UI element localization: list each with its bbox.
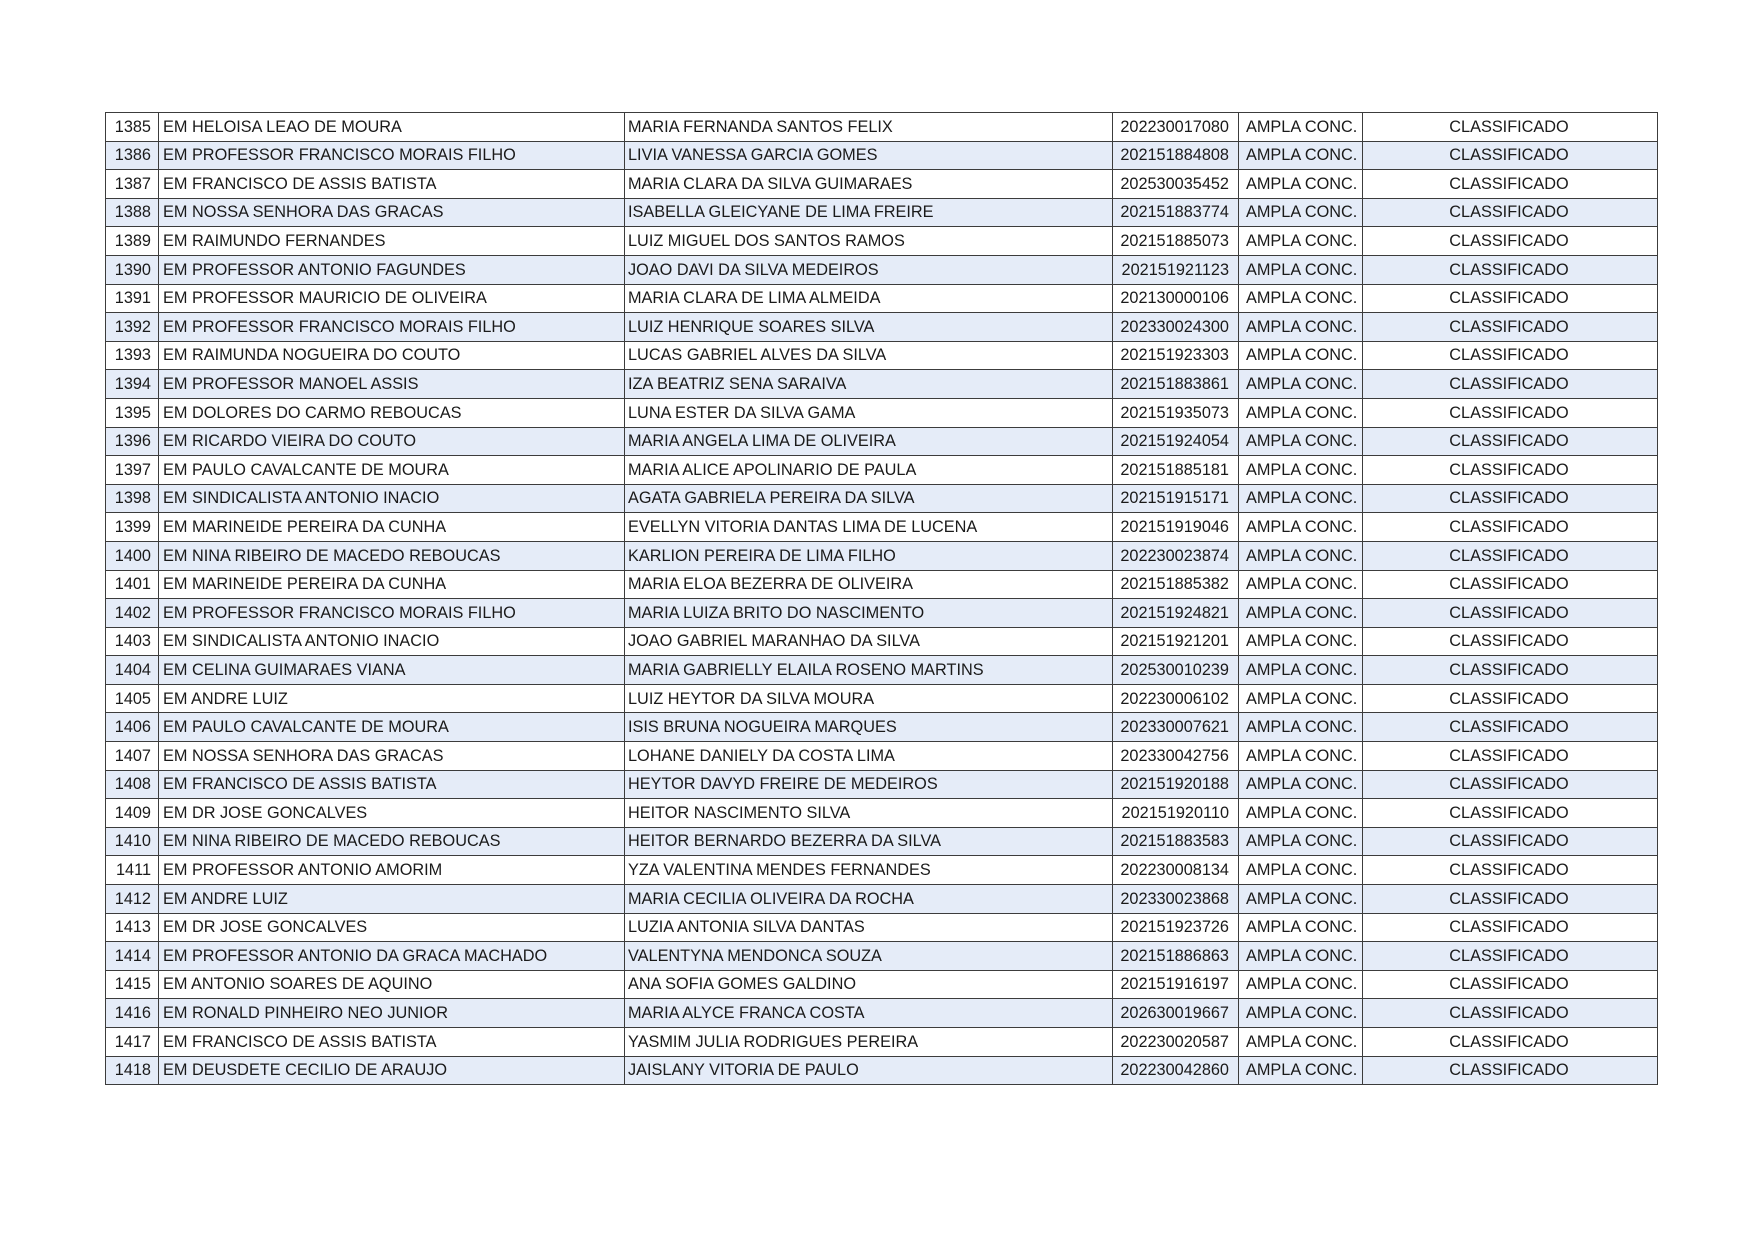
- table-row: [106, 456, 1658, 485]
- status-cell: CLASSIFICADO: [1363, 255, 1658, 284]
- status-cell: CLASSIFICADO: [1363, 827, 1658, 856]
- registration-number-cell: 202151916197: [1113, 970, 1239, 999]
- table-row: [106, 627, 1658, 656]
- registration-number-cell: 202630019667: [1113, 999, 1239, 1028]
- school-name-cell: EM NOSSA SENHORA DAS GRACAS: [159, 198, 625, 227]
- registration-number-cell: 202130000106: [1113, 284, 1239, 313]
- registration-number-cell: 202151885382: [1113, 570, 1239, 599]
- school-name-cell: EM ANDRE LUIZ: [159, 885, 625, 914]
- table-row: [106, 513, 1658, 542]
- school-name-cell: EM DR JOSE GONCALVES: [159, 799, 625, 828]
- table-row: [106, 170, 1658, 199]
- table-row: [106, 255, 1658, 284]
- competition-category-cell: AMPLA CONC.: [1239, 456, 1363, 485]
- table-row: [106, 856, 1658, 885]
- registration-number-cell: 202151935073: [1113, 398, 1239, 427]
- student-name-cell: MARIA CLARA DA SILVA GUIMARAES: [625, 170, 1113, 199]
- status-cell: CLASSIFICADO: [1363, 170, 1658, 199]
- status-cell: CLASSIFICADO: [1363, 799, 1658, 828]
- status-cell: CLASSIFICADO: [1363, 999, 1658, 1028]
- competition-category-cell: AMPLA CONC.: [1239, 198, 1363, 227]
- registration-number-cell: 202151923303: [1113, 341, 1239, 370]
- competition-category-cell: AMPLA CONC.: [1239, 599, 1363, 628]
- registration-number-cell: 202151883861: [1113, 370, 1239, 399]
- status-cell: CLASSIFICADO: [1363, 1056, 1658, 1085]
- row-number-cell: 1396: [106, 427, 159, 456]
- competition-category-cell: AMPLA CONC.: [1239, 541, 1363, 570]
- row-number-cell: 1418: [106, 1056, 159, 1085]
- school-name-cell: EM PROFESSOR FRANCISCO MORAIS FILHO: [159, 313, 625, 342]
- status-cell: CLASSIFICADO: [1363, 885, 1658, 914]
- status-cell: CLASSIFICADO: [1363, 970, 1658, 999]
- row-number-cell: 1387: [106, 170, 159, 199]
- registration-number-cell: 202151923726: [1113, 913, 1239, 942]
- status-cell: CLASSIFICADO: [1363, 113, 1658, 142]
- table-row: [106, 656, 1658, 685]
- school-name-cell: EM FRANCISCO DE ASSIS BATISTA: [159, 770, 625, 799]
- student-name-cell: MARIA GABRIELLY ELAILA ROSENO MARTINS: [625, 656, 1113, 685]
- student-name-cell: MARIA ELOA BEZERRA DE OLIVEIRA: [625, 570, 1113, 599]
- table-row: [106, 570, 1658, 599]
- row-number-cell: 1397: [106, 456, 159, 485]
- results-sheet: [105, 112, 1657, 1085]
- row-number-cell: 1417: [106, 1028, 159, 1057]
- competition-category-cell: AMPLA CONC.: [1239, 1028, 1363, 1057]
- row-number-cell: 1415: [106, 970, 159, 999]
- competition-category-cell: AMPLA CONC.: [1239, 113, 1363, 142]
- row-number-cell: 1408: [106, 770, 159, 799]
- row-number-cell: 1409: [106, 799, 159, 828]
- school-name-cell: EM NINA RIBEIRO DE MACEDO REBOUCAS: [159, 541, 625, 570]
- row-number-cell: 1399: [106, 513, 159, 542]
- row-number-cell: 1406: [106, 713, 159, 742]
- row-number-cell: 1388: [106, 198, 159, 227]
- school-name-cell: EM ANDRE LUIZ: [159, 684, 625, 713]
- competition-category-cell: AMPLA CONC.: [1239, 141, 1363, 170]
- student-name-cell: KARLION PEREIRA DE LIMA FILHO: [625, 541, 1113, 570]
- row-number-cell: 1401: [106, 570, 159, 599]
- school-name-cell: EM FRANCISCO DE ASSIS BATISTA: [159, 170, 625, 199]
- registration-number-cell: 202151924821: [1113, 599, 1239, 628]
- row-number-cell: 1393: [106, 341, 159, 370]
- row-number-cell: 1416: [106, 999, 159, 1028]
- table-row: [106, 398, 1658, 427]
- row-number-cell: 1413: [106, 913, 159, 942]
- table-row: [106, 341, 1658, 370]
- competition-category-cell: AMPLA CONC.: [1239, 684, 1363, 713]
- competition-category-cell: AMPLA CONC.: [1239, 742, 1363, 771]
- school-name-cell: EM RICARDO VIEIRA DO COUTO: [159, 427, 625, 456]
- school-name-cell: EM RAIMUNDA NOGUEIRA DO COUTO: [159, 341, 625, 370]
- student-name-cell: LUCAS GABRIEL ALVES DA SILVA: [625, 341, 1113, 370]
- competition-category-cell: AMPLA CONC.: [1239, 1056, 1363, 1085]
- competition-category-cell: AMPLA CONC.: [1239, 627, 1363, 656]
- school-name-cell: EM SINDICALISTA ANTONIO INACIO: [159, 484, 625, 513]
- competition-category-cell: AMPLA CONC.: [1239, 513, 1363, 542]
- row-number-cell: 1410: [106, 827, 159, 856]
- table-row: [106, 885, 1658, 914]
- status-cell: CLASSIFICADO: [1363, 398, 1658, 427]
- student-name-cell: LUIZ MIGUEL DOS SANTOS RAMOS: [625, 227, 1113, 256]
- status-cell: CLASSIFICADO: [1363, 742, 1658, 771]
- table-row: [106, 913, 1658, 942]
- status-cell: CLASSIFICADO: [1363, 684, 1658, 713]
- competition-category-cell: AMPLA CONC.: [1239, 713, 1363, 742]
- school-name-cell: EM PROFESSOR ANTONIO FAGUNDES: [159, 255, 625, 284]
- student-name-cell: IZA BEATRIZ SENA SARAIVA: [625, 370, 1113, 399]
- table-row: [106, 313, 1658, 342]
- registration-number-cell: 202530010239: [1113, 656, 1239, 685]
- status-cell: CLASSIFICADO: [1363, 913, 1658, 942]
- competition-category-cell: AMPLA CONC.: [1239, 885, 1363, 914]
- registration-number-cell: 202330042756: [1113, 742, 1239, 771]
- status-cell: CLASSIFICADO: [1363, 227, 1658, 256]
- registration-number-cell: 202230008134: [1113, 856, 1239, 885]
- registration-number-cell: 202230006102: [1113, 684, 1239, 713]
- student-name-cell: ISIS BRUNA NOGUEIRA MARQUES: [625, 713, 1113, 742]
- school-name-cell: EM CELINA GUIMARAES VIANA: [159, 656, 625, 685]
- registration-number-cell: 202330007621: [1113, 713, 1239, 742]
- table-row: [106, 141, 1658, 170]
- competition-category-cell: AMPLA CONC.: [1239, 398, 1363, 427]
- registration-number-cell: 202230023874: [1113, 541, 1239, 570]
- row-number-cell: 1394: [106, 370, 159, 399]
- school-name-cell: EM RAIMUNDO FERNANDES: [159, 227, 625, 256]
- table-row: [106, 1028, 1658, 1057]
- student-name-cell: HEITOR BERNARDO BEZERRA DA SILVA: [625, 827, 1113, 856]
- student-name-cell: MARIA CLARA DE LIMA ALMEIDA: [625, 284, 1113, 313]
- competition-category-cell: AMPLA CONC.: [1239, 970, 1363, 999]
- school-name-cell: EM PAULO CAVALCANTE DE MOURA: [159, 456, 625, 485]
- status-cell: CLASSIFICADO: [1363, 1028, 1658, 1057]
- status-cell: CLASSIFICADO: [1363, 427, 1658, 456]
- status-cell: CLASSIFICADO: [1363, 513, 1658, 542]
- table-row: [106, 113, 1658, 142]
- row-number-cell: 1398: [106, 484, 159, 513]
- row-number-cell: 1400: [106, 541, 159, 570]
- competition-category-cell: AMPLA CONC.: [1239, 427, 1363, 456]
- status-cell: CLASSIFICADO: [1363, 627, 1658, 656]
- table-row: [106, 198, 1658, 227]
- registration-number-cell: 202151886863: [1113, 942, 1239, 971]
- status-cell: CLASSIFICADO: [1363, 713, 1658, 742]
- school-name-cell: EM PROFESSOR FRANCISCO MORAIS FILHO: [159, 599, 625, 628]
- student-name-cell: MARIA ALICE APOLINARIO DE PAULA: [625, 456, 1113, 485]
- registration-number-cell: 202151885181: [1113, 456, 1239, 485]
- student-name-cell: MARIA ALYCE FRANCA COSTA: [625, 999, 1113, 1028]
- status-cell: CLASSIFICADO: [1363, 341, 1658, 370]
- status-cell: CLASSIFICADO: [1363, 141, 1658, 170]
- registration-number-cell: 202151919046: [1113, 513, 1239, 542]
- registration-number-cell: 202151915171: [1113, 484, 1239, 513]
- registration-number-cell: 202151884808: [1113, 141, 1239, 170]
- school-name-cell: EM RONALD PINHEIRO NEO JUNIOR: [159, 999, 625, 1028]
- school-name-cell: EM DEUSDETE CECILIO DE ARAUJO: [159, 1056, 625, 1085]
- competition-category-cell: AMPLA CONC.: [1239, 856, 1363, 885]
- student-name-cell: JOAO GABRIEL MARANHAO DA SILVA: [625, 627, 1113, 656]
- status-cell: CLASSIFICADO: [1363, 942, 1658, 971]
- table-row: [106, 370, 1658, 399]
- registration-number-cell: 202530035452: [1113, 170, 1239, 199]
- competition-category-cell: AMPLA CONC.: [1239, 341, 1363, 370]
- status-cell: CLASSIFICADO: [1363, 570, 1658, 599]
- table-row: [106, 1056, 1658, 1085]
- status-cell: CLASSIFICADO: [1363, 656, 1658, 685]
- student-name-cell: JAISLANY VITORIA DE PAULO: [625, 1056, 1113, 1085]
- registration-number-cell: 202151920110: [1113, 799, 1239, 828]
- student-name-cell: MARIA FERNANDA SANTOS FELIX: [625, 113, 1113, 142]
- student-name-cell: JOAO DAVI DA SILVA MEDEIROS: [625, 255, 1113, 284]
- competition-category-cell: AMPLA CONC.: [1239, 827, 1363, 856]
- competition-category-cell: AMPLA CONC.: [1239, 770, 1363, 799]
- registration-number-cell: 202151921201: [1113, 627, 1239, 656]
- registration-number-cell: 202151883774: [1113, 198, 1239, 227]
- school-name-cell: EM ANTONIO SOARES DE AQUINO: [159, 970, 625, 999]
- table-row: [106, 799, 1658, 828]
- registration-number-cell: 202151883583: [1113, 827, 1239, 856]
- school-name-cell: EM PROFESSOR MANOEL ASSIS: [159, 370, 625, 399]
- student-name-cell: MARIA CECILIA OLIVEIRA DA ROCHA: [625, 885, 1113, 914]
- registration-number-cell: 202230017080: [1113, 113, 1239, 142]
- row-number-cell: 1389: [106, 227, 159, 256]
- student-name-cell: VALENTYNA MENDONCA SOUZA: [625, 942, 1113, 971]
- registration-number-cell: 202230020587: [1113, 1028, 1239, 1057]
- school-name-cell: EM SINDICALISTA ANTONIO INACIO: [159, 627, 625, 656]
- results-table: [105, 112, 1658, 1085]
- student-name-cell: HEYTOR DAVYD FREIRE DE MEDEIROS: [625, 770, 1113, 799]
- competition-category-cell: AMPLA CONC.: [1239, 284, 1363, 313]
- status-cell: CLASSIFICADO: [1363, 856, 1658, 885]
- competition-category-cell: AMPLA CONC.: [1239, 484, 1363, 513]
- registration-number-cell: 202230042860: [1113, 1056, 1239, 1085]
- student-name-cell: EVELLYN VITORIA DANTAS LIMA DE LUCENA: [625, 513, 1113, 542]
- table-row: [106, 770, 1658, 799]
- row-number-cell: 1404: [106, 656, 159, 685]
- row-number-cell: 1403: [106, 627, 159, 656]
- registration-number-cell: 202151924054: [1113, 427, 1239, 456]
- student-name-cell: AGATA GABRIELA PEREIRA DA SILVA: [625, 484, 1113, 513]
- table-row: [106, 284, 1658, 313]
- school-name-cell: EM DOLORES DO CARMO REBOUCAS: [159, 398, 625, 427]
- status-cell: CLASSIFICADO: [1363, 484, 1658, 513]
- row-number-cell: 1392: [106, 313, 159, 342]
- school-name-cell: EM PROFESSOR FRANCISCO MORAIS FILHO: [159, 141, 625, 170]
- table-row: [106, 970, 1658, 999]
- table-row: [106, 999, 1658, 1028]
- table-row: [106, 684, 1658, 713]
- row-number-cell: 1385: [106, 113, 159, 142]
- table-row: [106, 541, 1658, 570]
- registration-number-cell: 202151921123: [1113, 255, 1239, 284]
- row-number-cell: 1390: [106, 255, 159, 284]
- competition-category-cell: AMPLA CONC.: [1239, 255, 1363, 284]
- competition-category-cell: AMPLA CONC.: [1239, 227, 1363, 256]
- school-name-cell: EM MARINEIDE PEREIRA DA CUNHA: [159, 513, 625, 542]
- student-name-cell: ISABELLA GLEICYANE DE LIMA FREIRE: [625, 198, 1113, 227]
- student-name-cell: MARIA LUIZA BRITO DO NASCIMENTO: [625, 599, 1113, 628]
- competition-category-cell: AMPLA CONC.: [1239, 799, 1363, 828]
- row-number-cell: 1412: [106, 885, 159, 914]
- student-name-cell: MARIA ANGELA LIMA DE OLIVEIRA: [625, 427, 1113, 456]
- registration-number-cell: 202151920188: [1113, 770, 1239, 799]
- status-cell: CLASSIFICADO: [1363, 198, 1658, 227]
- results-table-body: [106, 113, 1658, 1085]
- table-row: [106, 484, 1658, 513]
- school-name-cell: EM MARINEIDE PEREIRA DA CUNHA: [159, 570, 625, 599]
- school-name-cell: EM DR JOSE GONCALVES: [159, 913, 625, 942]
- student-name-cell: HEITOR NASCIMENTO SILVA: [625, 799, 1113, 828]
- school-name-cell: EM NOSSA SENHORA DAS GRACAS: [159, 742, 625, 771]
- competition-category-cell: AMPLA CONC.: [1239, 999, 1363, 1028]
- school-name-cell: EM FRANCISCO DE ASSIS BATISTA: [159, 1028, 625, 1057]
- student-name-cell: ANA SOFIA GOMES GALDINO: [625, 970, 1113, 999]
- status-cell: CLASSIFICADO: [1363, 284, 1658, 313]
- status-cell: CLASSIFICADO: [1363, 313, 1658, 342]
- table-row: [106, 227, 1658, 256]
- competition-category-cell: AMPLA CONC.: [1239, 313, 1363, 342]
- school-name-cell: EM HELOISA LEAO DE MOURA: [159, 113, 625, 142]
- row-number-cell: 1402: [106, 599, 159, 628]
- table-row: [106, 599, 1658, 628]
- competition-category-cell: AMPLA CONC.: [1239, 370, 1363, 399]
- competition-category-cell: AMPLA CONC.: [1239, 656, 1363, 685]
- registration-number-cell: 202151885073: [1113, 227, 1239, 256]
- row-number-cell: 1395: [106, 398, 159, 427]
- row-number-cell: 1407: [106, 742, 159, 771]
- row-number-cell: 1411: [106, 856, 159, 885]
- row-number-cell: 1391: [106, 284, 159, 313]
- table-row: [106, 427, 1658, 456]
- row-number-cell: 1386: [106, 141, 159, 170]
- student-name-cell: LIVIA VANESSA GARCIA GOMES: [625, 141, 1113, 170]
- school-name-cell: EM PROFESSOR MAURICIO DE OLIVEIRA: [159, 284, 625, 313]
- student-name-cell: LUIZ HEYTOR DA SILVA MOURA: [625, 684, 1113, 713]
- row-number-cell: 1414: [106, 942, 159, 971]
- student-name-cell: LUNA ESTER DA SILVA GAMA: [625, 398, 1113, 427]
- status-cell: CLASSIFICADO: [1363, 770, 1658, 799]
- school-name-cell: EM PROFESSOR ANTONIO DA GRACA MACHADO: [159, 942, 625, 971]
- competition-category-cell: AMPLA CONC.: [1239, 913, 1363, 942]
- student-name-cell: YZA VALENTINA MENDES FERNANDES: [625, 856, 1113, 885]
- competition-category-cell: AMPLA CONC.: [1239, 570, 1363, 599]
- competition-category-cell: AMPLA CONC.: [1239, 170, 1363, 199]
- school-name-cell: EM PROFESSOR ANTONIO AMORIM: [159, 856, 625, 885]
- table-row: [106, 942, 1658, 971]
- student-name-cell: YASMIM JULIA RODRIGUES PEREIRA: [625, 1028, 1113, 1057]
- table-row: [106, 827, 1658, 856]
- competition-category-cell: AMPLA CONC.: [1239, 942, 1363, 971]
- registration-number-cell: 202330023868: [1113, 885, 1239, 914]
- student-name-cell: LOHANE DANIELY DA COSTA LIMA: [625, 742, 1113, 771]
- table-row: [106, 713, 1658, 742]
- status-cell: CLASSIFICADO: [1363, 370, 1658, 399]
- school-name-cell: EM PAULO CAVALCANTE DE MOURA: [159, 713, 625, 742]
- student-name-cell: LUZIA ANTONIA SILVA DANTAS: [625, 913, 1113, 942]
- school-name-cell: EM NINA RIBEIRO DE MACEDO REBOUCAS: [159, 827, 625, 856]
- student-name-cell: LUIZ HENRIQUE SOARES SILVA: [625, 313, 1113, 342]
- status-cell: CLASSIFICADO: [1363, 541, 1658, 570]
- status-cell: CLASSIFICADO: [1363, 456, 1658, 485]
- table-row: [106, 742, 1658, 771]
- row-number-cell: 1405: [106, 684, 159, 713]
- registration-number-cell: 202330024300: [1113, 313, 1239, 342]
- status-cell: CLASSIFICADO: [1363, 599, 1658, 628]
